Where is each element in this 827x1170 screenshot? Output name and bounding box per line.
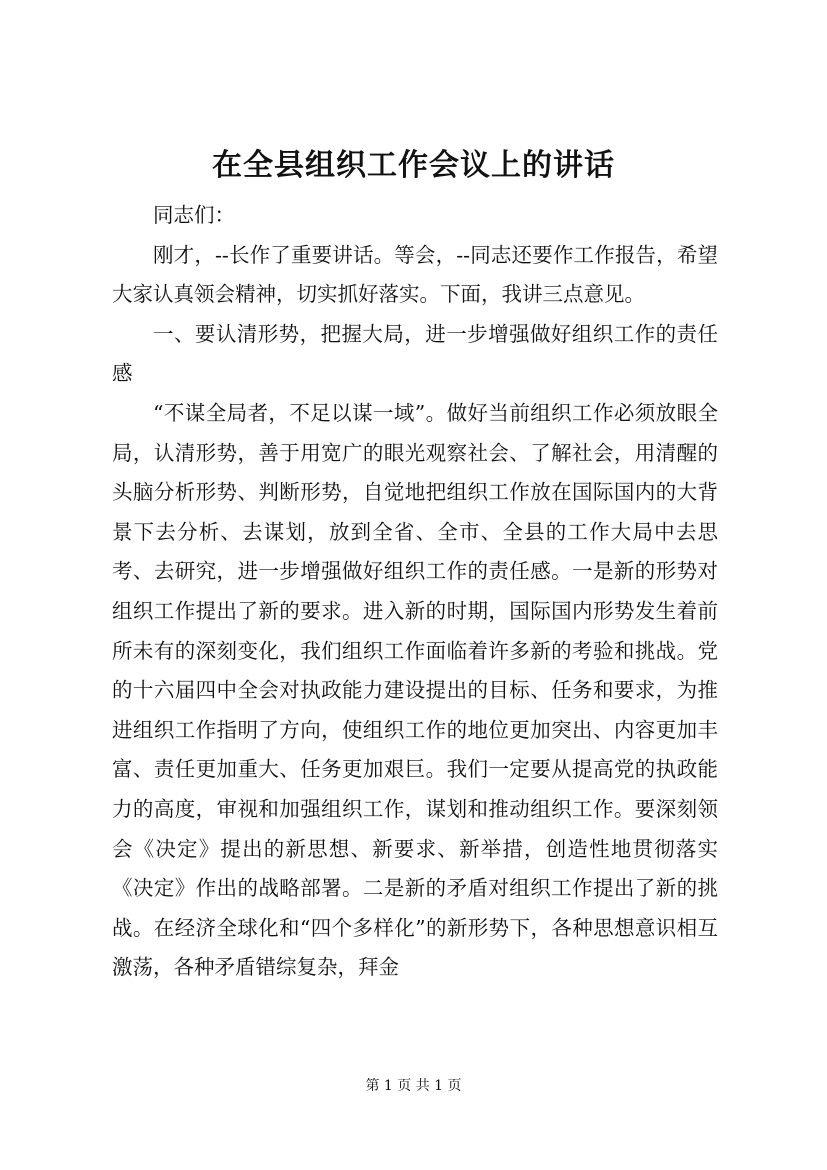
page-number-label: 第 1 页 共 1 页 (365, 1078, 462, 1094)
document-title: 在全县组织工作会议上的讲话 (212, 148, 615, 183)
salutation: 同志们： (153, 203, 235, 227)
page-footer (0, 1076, 827, 1096)
paragraph-body: “不谋全局者，不足以谋一域”。做好当前组织工作必须放眼全局，认清形势，善于用宽广的眼光观察社会、了解社会，用清醒的头脑分析形势、判断形势，自觉地把组织工作放在国际国内的大背景下去分析、去谋划，放到全省、全市、全县的工作大局中去思考、去研究，进一步增强做好组织工作的责任感。一是新的形势对组织工作提出了新的要求。进入新的时期，国际国内形势发生着前所未有的深刻变化，我们组织工作面临着许多新的考验和挑战。党的十六届四中全会对执政能力建设提出的目标、任务和要求，为推进组织工作指明了方向，使组织工作的地位更加突出、内容更加丰富、责任更加重大、任务更加艰巨。我们一定要从提高党的执政能力的高度，审视和加强组织工作，谋划和推动组织工作。要深刻领会《决定》提出的新思想、新要求、新举措，创造性地贯彻落实《决定》作出的战略部署。二是新的矛盾对组织工作提出了新的挑战。在经济全球化和“四个多样化”的新形势下，各种思想意识相互激荡，各种矛盾错综复杂，拜金 (112, 400, 718, 980)
document-body (112, 196, 718, 988)
section-heading-1: 一、要认清形势，把握大局，进一步增强做好组织工作的责任感 (112, 321, 718, 386)
paragraph-intro: 刚才，--长作了重要讲话。等会，--同志还要作工作报告，希望大家认真领会精神，切实抓好落实。下面，我讲三点意见。 (112, 242, 718, 307)
